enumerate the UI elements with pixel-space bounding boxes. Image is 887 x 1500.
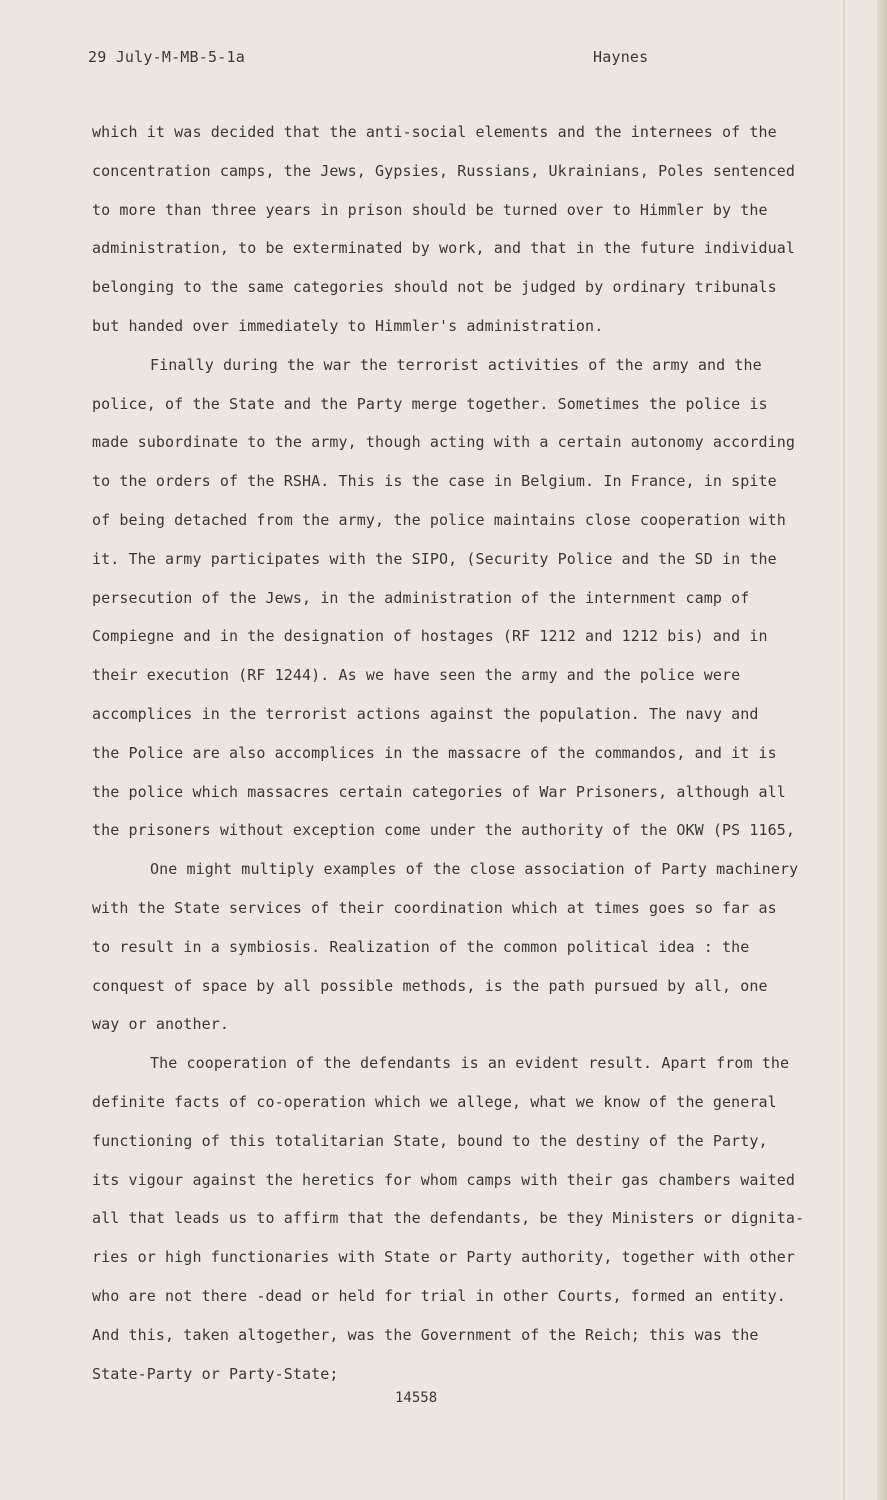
text-line: which it was decided that the anti-social elements and the internees of the [92,123,777,141]
text-line: Compiegne and in the designation of hostages (RF 1212 and 1212 bis) and in [92,627,768,646]
text-line: way or another. [92,1015,229,1034]
text-line: the police which massacres certain categories of War Prisoners, although all [92,782,786,801]
paragraph-start-line: Finally during the war the terrorist activities of the army and the [150,355,762,374]
text-line: it. The army participates with the SIPO, (Security Police and the SD in the [92,549,777,568]
text-line: all that leads us to affirm that the defendants, be they Ministers or dignita- [92,1209,805,1228]
text-line: definite facts of co-operation which we allege, what we know of the general [92,1092,777,1111]
text-line: to the orders of the RSHA. This is the case in Belgium. In France, in spite [92,472,777,491]
text-line: of being detached from the army, the police maintains close cooperation with [92,510,786,529]
text-line: functioning of this totalitarian State, bound to the destiny of the Party, [92,1131,768,1150]
text-line: the prisoners without exception come under the authority of the OKW (PS 1165, [92,821,796,840]
text-line: accomplices in the terrorist actions against the population. The navy and [92,704,759,723]
text-line: but handed over immediately to Himmler's administration. [92,316,604,335]
paper-edge [877,0,887,1500]
text-line: conquest of space by all possible methods, is the path pursued by all, one [92,976,768,995]
transcript-body [92,113,837,1393]
text-line: police, of the State and the Party merge together. Sometimes the police is [92,394,768,413]
paper-fold [843,0,845,1500]
text-line: ries or high functionaries with State or Party authority, together with other [92,1248,796,1267]
text-line: And this, taken altogether, was the Government of the Reich; this was the [92,1325,759,1344]
text-line: with the State services of their coordination which at times goes so far as [92,898,777,917]
text-line: administration, to be exterminated by work, and that in the future individual [92,239,796,258]
text-line: State-Party or Party-State; [92,1364,339,1383]
text-line: to result in a symbiosis. Realization of the common political idea : the [92,937,750,956]
page-header [88,48,788,70]
text-line: concentration camps, the Jews, Gypsies, Russians, Ukrainians, Poles sentenced [92,161,796,180]
page-number: 14558 [395,1390,438,1406]
paragraph-start-line: The cooperation of the defendants is an evident result. Apart from the [150,1054,790,1073]
transcript-reference: 29 July-M-MB-5-1a [88,48,245,66]
text-line: who are not there -dead or held for trial in other Courts, formed an entity. [92,1286,786,1305]
text-line: the Police are also accomplices in the massacre of the commandos, and it is [92,743,777,762]
text-line: its vigour against the heretics for whom camps with their gas chambers waited [92,1170,796,1189]
text-line: persecution of the Jews, in the administration of the internment camp of [92,588,750,607]
speaker-name: Haynes [593,48,649,66]
text-line: to more than three years in prison should be turned over to Himmler by the [92,200,768,219]
text-line: made subordinate to the army, though acting with a certain autonomy according [92,433,796,452]
text-line: their execution (RF 1244). As we have seen the army and the police were [92,666,741,685]
paragraph-start-line: One might multiply examples of the close association of Party machinery [150,860,799,879]
text-line: belonging to the same categories should not be judged by ordinary tribunals [92,278,777,297]
